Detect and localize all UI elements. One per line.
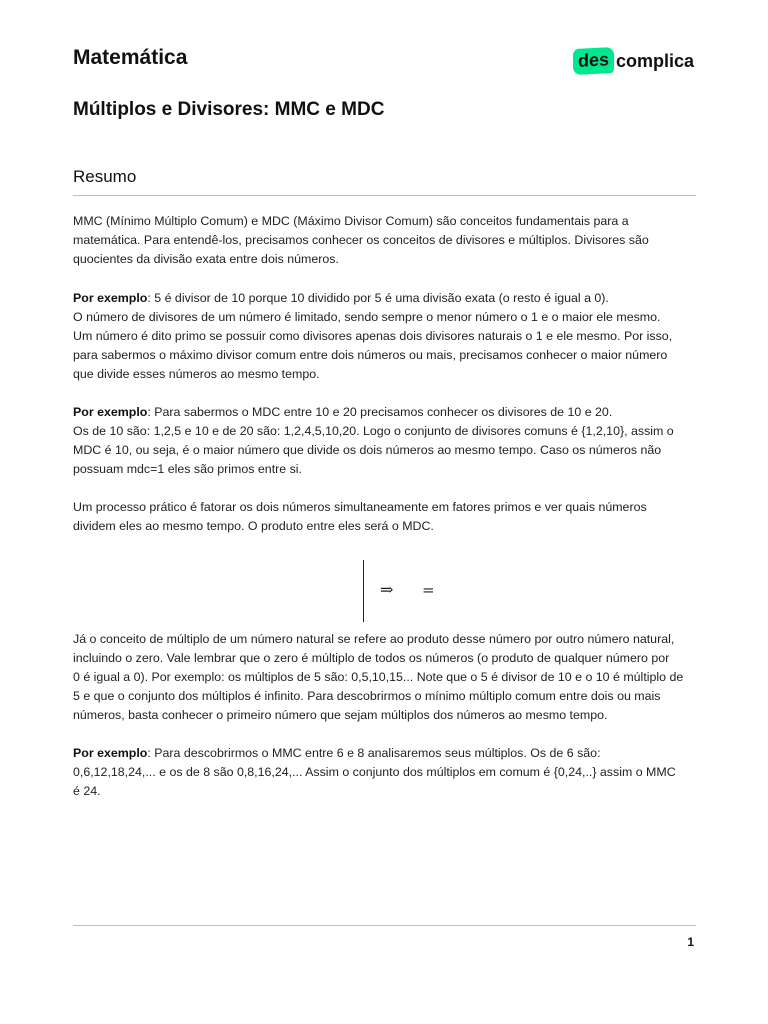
section-divider bbox=[73, 195, 696, 196]
text-line: 5 e que o conjunto dos múltiplos é infinito. Para descobrirmos o mínimo múltiplo comum entre dois ou mais bbox=[73, 689, 661, 703]
text-line: MMC (Mínimo Múltiplo Comum) e MDC (Máximo Divisor Comum) são conceitos fundamentais para a bbox=[73, 214, 629, 228]
section-title: Resumo bbox=[73, 167, 137, 186]
implies-arrow-icon: ⇒ bbox=[380, 580, 394, 599]
paragraph-mdc-example bbox=[73, 403, 695, 479]
text-line: é 24. bbox=[73, 784, 101, 798]
text-line bbox=[73, 403, 695, 422]
logo-des-text: des bbox=[573, 47, 614, 75]
paragraph-divisor-example bbox=[73, 289, 695, 384]
text-line: números, basta conhecer o primeiro número que sejam múltiplos dos números ao mesmo tempo. bbox=[73, 708, 608, 722]
paragraph-intro bbox=[73, 212, 695, 269]
equals-sign: = bbox=[422, 581, 435, 599]
subject-heading: Matemática bbox=[73, 46, 188, 69]
text-line: que divide esses números ao mesmo tempo. bbox=[73, 367, 320, 381]
descomplica-logo bbox=[573, 46, 694, 76]
page-number: 1 bbox=[687, 935, 694, 949]
text-line: incluindo o zero. Vale lembrar que o zero é múltiplo de todos os números (o produto de qualquer número por bbox=[73, 651, 670, 665]
factoring-divider-bar bbox=[363, 560, 364, 622]
paragraph-factoring bbox=[73, 498, 695, 536]
example-label: Por exemplo bbox=[73, 291, 148, 305]
factoring-formula bbox=[363, 560, 483, 622]
text-line: 0 é igual a 0). Por exemplo: os múltiplos de 5 são: 0,5,10,15... Note que o 5 é divisor de 10 e o 10 é múltiplo de bbox=[73, 670, 684, 684]
paragraph-multiples bbox=[73, 630, 695, 725]
example-label: Por exemplo bbox=[73, 746, 148, 760]
logo-complica-text: complica bbox=[616, 51, 695, 71]
text-line bbox=[73, 289, 695, 308]
document-title: Múltiplos e Divisores: MMC e MDC bbox=[73, 99, 385, 120]
text-line: Um número é dito primo se possuir como divisores apenas dois divisores naturais o 1 e ele mesmo. Por isso, bbox=[73, 329, 673, 343]
example-text: : 5 é divisor de 10 porque 10 dividido por 5 é uma divisão exata (o resto é igual a 0). bbox=[147, 291, 609, 305]
text-line: 0,6,12,18,24,... e os de 8 são 0,8,16,24,... Assim o conjunto dos múltiplos em comum é {0,24,..} assim o MMC bbox=[73, 765, 676, 779]
text-line bbox=[73, 744, 695, 763]
text-line: possuam mdc=1 eles são primos entre si. bbox=[73, 462, 302, 476]
text-line: O número de divisores de um número é limitado, sendo sempre o menor número o 1 e o maior ele mesmo. bbox=[73, 310, 661, 324]
example-label: Por exemplo bbox=[73, 405, 148, 419]
text-line: para sabermos o máximo divisor comum entre dois números ou mais, precisamos conhecer o maior número bbox=[73, 348, 668, 362]
example-text: : Para sabermos o MDC entre 10 e 20 precisamos conhecer os divisores de 10 e 20. bbox=[147, 405, 613, 419]
text-line: Os de 10 são: 1,2,5 e 10 e de 20 são: 1,2,4,5,10,20. Logo o conjunto de divisores comuns é {1,2,10}, assim o bbox=[73, 424, 674, 438]
text-line: dividem eles ao mesmo tempo. O produto entre eles será o MDC. bbox=[73, 519, 434, 533]
text-line: MDC é 10, ou seja, é o maior número que divide os dois números ao mesmo tempo. Caso os números não bbox=[73, 443, 662, 457]
footer-divider bbox=[73, 925, 696, 926]
example-text: : Para descobrirmos o MMC entre 6 e 8 analisaremos seus múltiplos. Os de 6 são: bbox=[147, 746, 601, 760]
paragraph-mmc-example bbox=[73, 744, 695, 801]
text-line: matemática. Para entendê-los, precisamos conhecer os conceitos de divisores e múltiplos. Divisores são bbox=[73, 233, 649, 247]
text-line: quocientes da divisão exata entre dois números. bbox=[73, 252, 339, 266]
text-line: Um processo prático é fatorar os dois números simultaneamente em fatores primos e ver quais números bbox=[73, 500, 647, 514]
text-line: Já o conceito de múltiplo de um número natural se refere ao produto desse número por outro número natural, bbox=[73, 632, 675, 646]
